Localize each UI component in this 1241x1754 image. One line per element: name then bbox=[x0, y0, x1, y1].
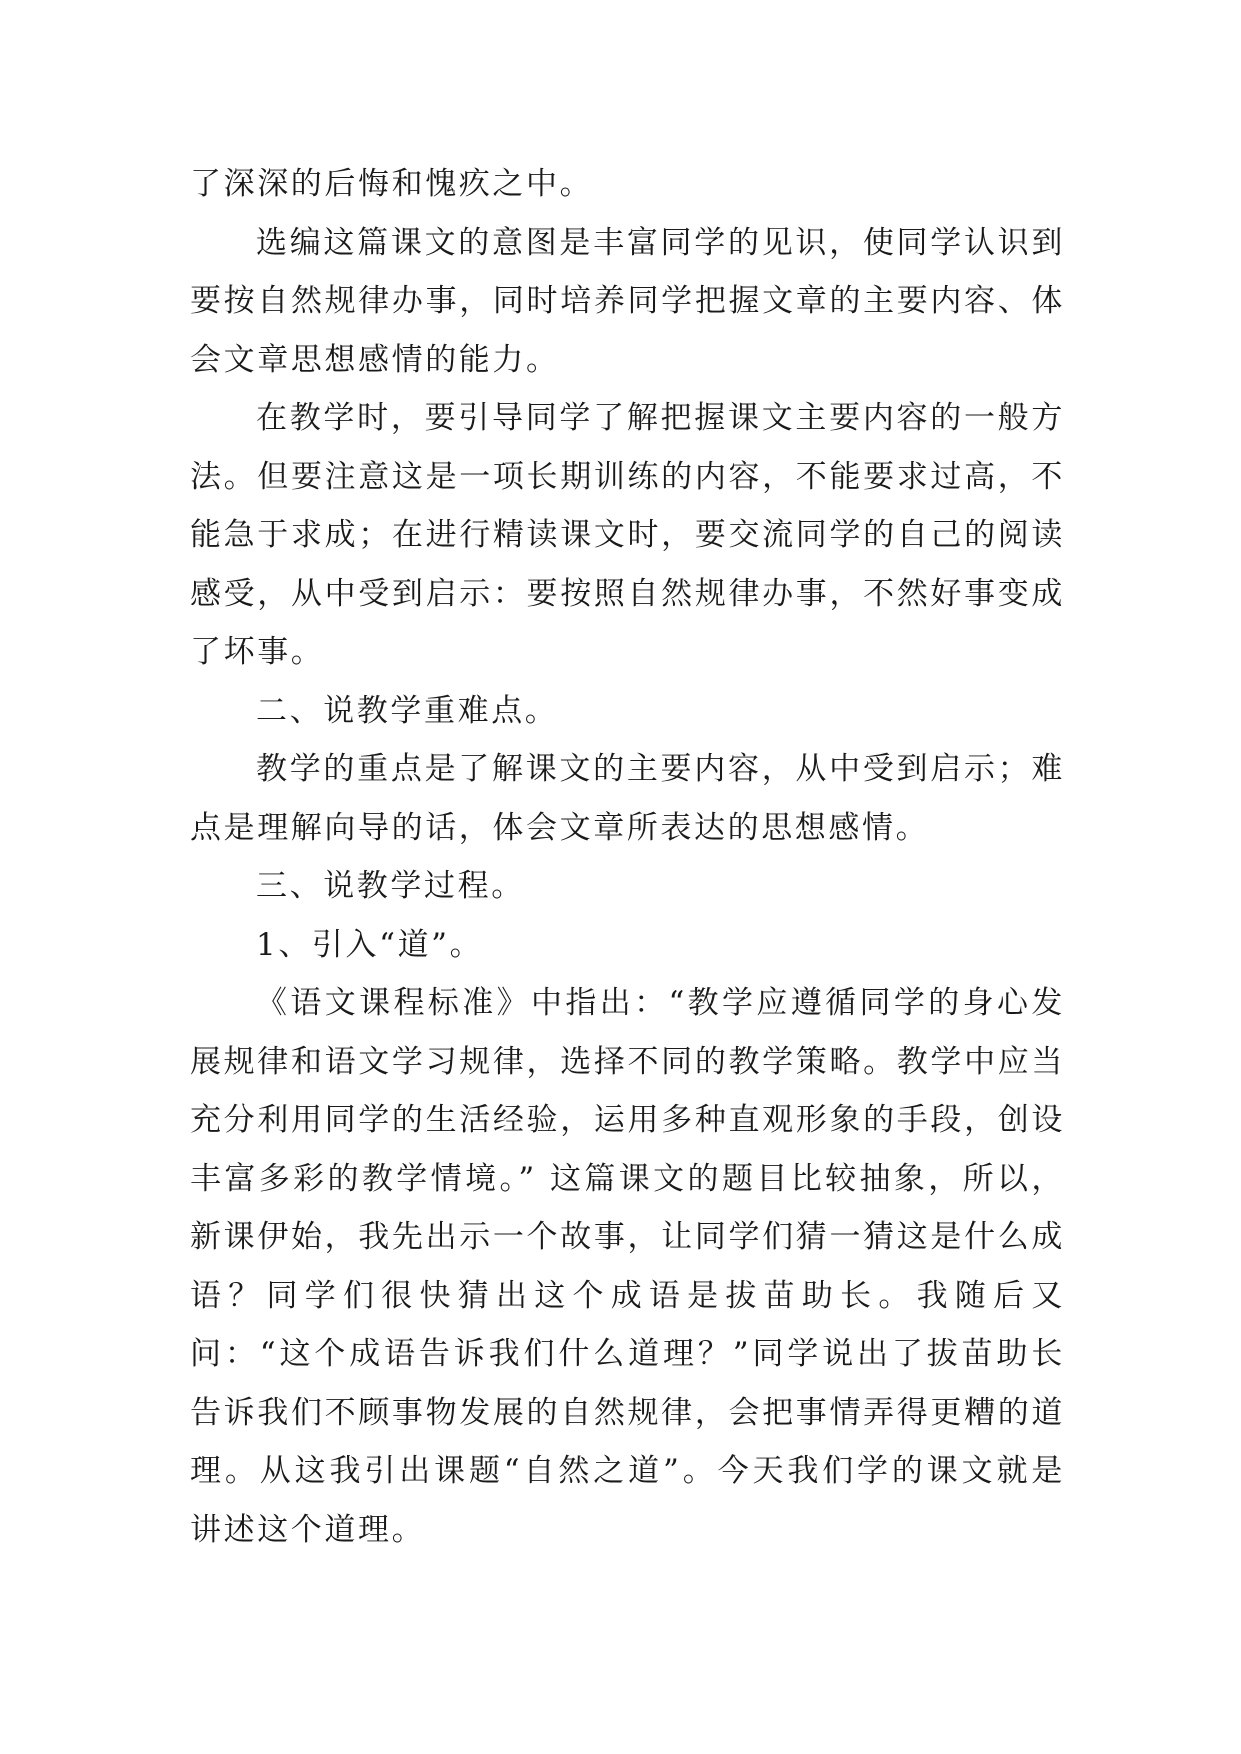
document-body bbox=[190, 155, 1065, 1559]
paragraph-curriculum-standard: 《语文课程标准》中指出：“教学应遵循同学的身心发展规律和语文学习规律，选择不同的教学策略。教学中应当充分利用同学的生活经验，运用多种直观形象的手段，创设丰富多彩的教学情境。” 这篇课文的题目比较抽象，所以，新课伊始，我先出示一个故事，让同学们猜一猜这是什么成语？同学们很快猜出这个成语是拔苗助长。我随后又问：“这个成语告诉我们什么道理？”同学说出了拔苗助长告诉我们不顾事物发展的自然规律，会把事情弄得更糟的道理。从这我引出课题“自然之道”。今天我们学的课文就是讲述这个道理。 bbox=[190, 985, 1065, 1548]
paragraph-key-points: 教学的重点是了解课文的主要内容，从中受到启示；难点是理解向导的话，体会文章所表达的思想感情。 bbox=[190, 751, 1065, 846]
section-heading-key-points: 二、说教学重难点。 bbox=[256, 692, 559, 729]
paragraph-continuation: 了深深的后悔和愧疚之中。 bbox=[190, 166, 594, 202]
section-heading-process: 三、说教学过程。 bbox=[256, 868, 525, 904]
paragraph-intent: 选编这篇课文的意图是丰富同学的见识，使同学认识到要按自然规律办事，同时培养同学把握文章的主要内容、体会文章思想感情的能力。 bbox=[190, 224, 1065, 378]
paragraph-teaching-guidance: 在教学时，要引导同学了解把握课文主要内容的一般方法。但要注意这是一项长期训练的内容，不能要求过高，不能急于求成；在进行精读课文时，要交流同学的自己的阅读感受，从中受到启示：要按照自然规律办事，不然好事变成了坏事。 bbox=[190, 400, 1065, 670]
subsection-heading-introduce: 1、引入“道”。 bbox=[256, 926, 484, 963]
